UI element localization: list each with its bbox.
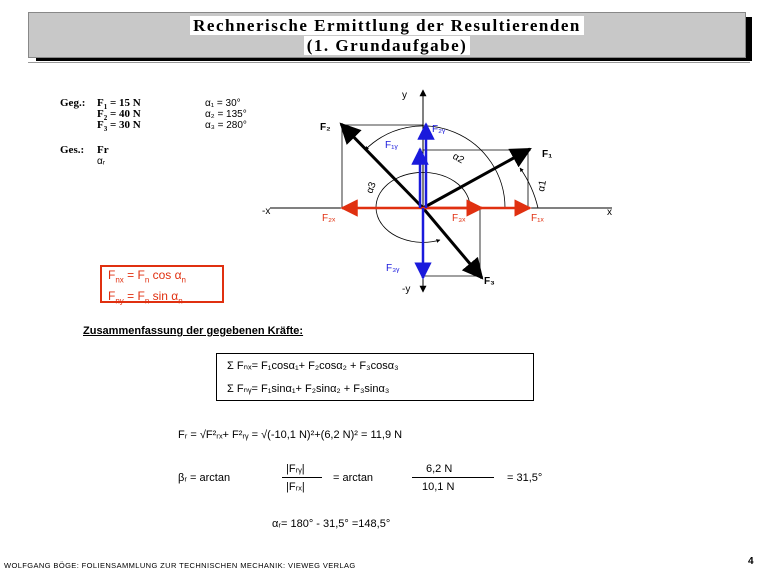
result-beta-den1: |Fᵣₓ| xyxy=(286,481,305,493)
given-force-1: $F_1 = 15$ N xyxy=(97,97,141,112)
sought-item-2: αᵣ xyxy=(97,156,106,167)
label-alpha-3: α3 xyxy=(364,180,379,196)
label-f2: F₂ xyxy=(320,122,331,133)
label-x: x xyxy=(607,207,612,218)
result-alpha: αᵣ= 180° - 31,5° =148,5° xyxy=(272,518,391,530)
label-f2y: F₂ᵧ xyxy=(432,124,446,135)
title-line-1: Rechnerische Ermittlung der Resultierenden xyxy=(190,16,584,35)
label-y: y xyxy=(402,90,407,101)
given-angle-1: α₁ = 30° xyxy=(205,98,241,109)
fraction-line-1 xyxy=(282,477,322,478)
sought-item-1: Fr xyxy=(97,144,109,156)
given-force-2: $F_2 = 40$ N xyxy=(97,108,141,123)
result-beta-left: βᵣ = arctan xyxy=(178,472,231,484)
result-beta-den2: 10,1 N xyxy=(422,481,455,493)
result-beta-num2: 6,2 N xyxy=(426,463,453,475)
result-beta-right: = 31,5° xyxy=(507,472,543,484)
label-f1x: F₁ₓ xyxy=(531,213,544,224)
given-force-3: $F_3 = 30$ N xyxy=(97,119,141,134)
component-formula-x: $F_{nx} = F_n$ $\cos \alpha_n$ xyxy=(108,268,186,285)
label-alpha-1: α1 xyxy=(536,179,549,193)
result-fr: Fᵣ = √F²ᵣₓ+ F²ᵣᵧ = √(-10,1 N)²+(6,2 N)² = 11,9 N xyxy=(178,429,403,441)
label-f1y: F₁ᵧ xyxy=(385,140,398,151)
label-f2x: F₂ₓ xyxy=(322,213,336,224)
label-f3y: F₃ᵧ xyxy=(386,263,400,274)
sought-label: Ges.: xyxy=(60,144,85,156)
fraction-line-2 xyxy=(412,477,494,478)
summary-sum-x: Σ Fₙₓ= F₁cosα₁+ F₂cosα₂ + F₃cosα₃ xyxy=(227,360,399,372)
summary-sum-y: Σ Fₙᵧ= F₁sinα₁+ F₂sinα₂ + F₃sinα₃ xyxy=(227,383,390,395)
title-line-2: (1. Grundaufgabe) xyxy=(304,36,471,55)
component-formula-box xyxy=(100,265,224,306)
result-beta-mid: = arctan xyxy=(333,472,374,484)
label-neg-x: -x xyxy=(262,206,271,217)
summary-box xyxy=(216,353,534,401)
label-f3: F₃ xyxy=(484,276,495,287)
label-neg-y: -y xyxy=(402,284,411,295)
label-f1: F₁ xyxy=(542,149,553,160)
label-f3x: F₃ₓ xyxy=(452,213,466,224)
result-beta-num1: |Fᵣᵧ| xyxy=(286,463,305,475)
force-f1-arrow xyxy=(423,149,530,208)
component-formula-y: $F_{ny} = F_n$ $\sin \alpha_n$ xyxy=(108,289,183,306)
given-label: Geg.: xyxy=(60,97,86,109)
label-alpha-2: α2 xyxy=(450,151,466,167)
page-number: 4 xyxy=(748,556,754,567)
given-angle-2: α₂ = 135° xyxy=(205,109,247,120)
arc-alpha-2 xyxy=(365,126,505,208)
arc-alpha-1 xyxy=(520,168,538,208)
summary-title: Zusammenfassung der gegebenen Kräfte: xyxy=(83,325,304,337)
given-angle-3: α₃ = 280° xyxy=(205,120,247,131)
footer-credit: WOLFGANG BÖGE: FOLIENSAMMLUNG ZUR TECHNISCHEN MECHANIK: VIEWEG VERLAG xyxy=(4,561,356,570)
